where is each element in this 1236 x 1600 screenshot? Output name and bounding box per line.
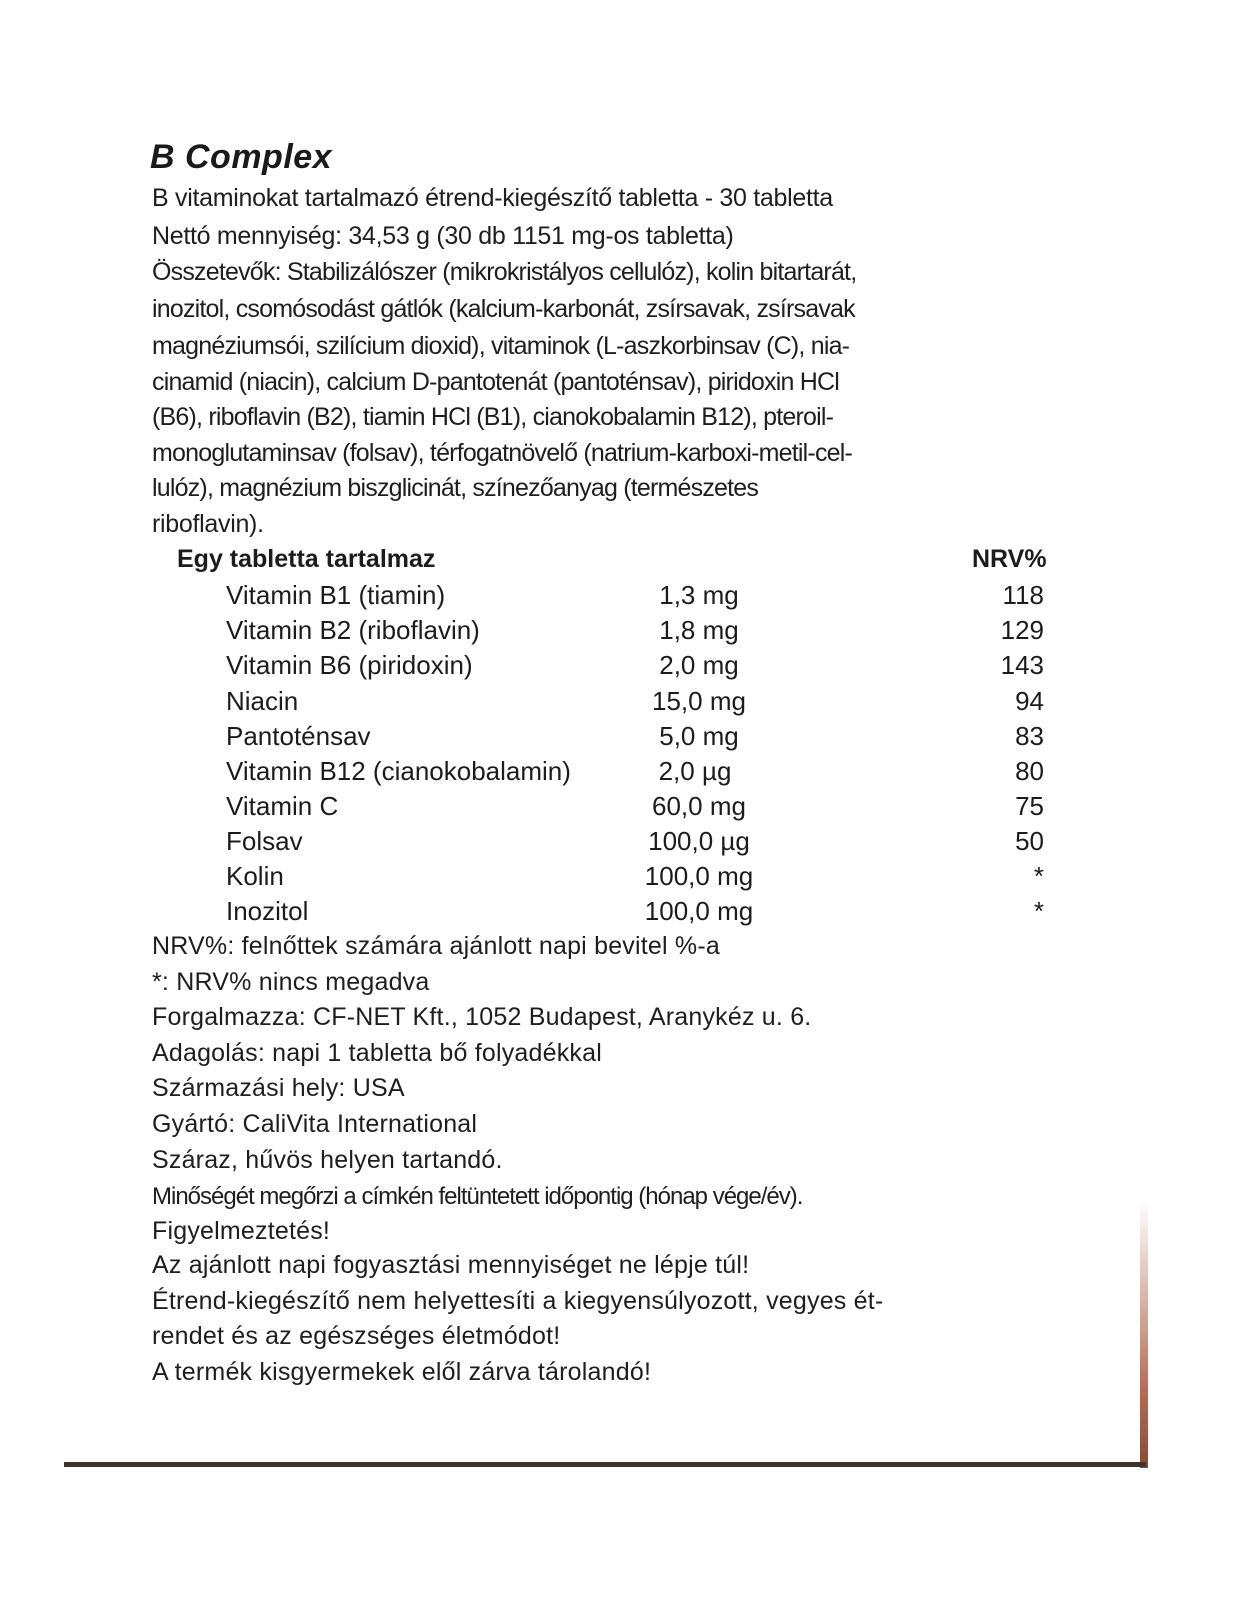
footer-line: Adagolás: napi 1 tabletta bő folyadékkal (152, 1039, 602, 1067)
table-row (0, 721, 1236, 755)
table-row (0, 791, 1236, 825)
nutrient-name: Kolin (226, 861, 284, 891)
nutrient-name: Vitamin B1 (tiamin) (226, 580, 446, 610)
nutrient-amount: 100,0 µg (648, 826, 750, 856)
product-title: B Complex (150, 138, 333, 176)
nutrient-name: Vitamin B2 (riboflavin) (226, 615, 480, 645)
footer-line: Az ajánlott napi fogyasztási mennyiséget ne lépje túl! (152, 1251, 750, 1279)
description-line: lulóz), magnézium biszglicinát, színezőanyag (természetes (152, 474, 759, 502)
description-line: B vitaminokat tartalmazó étrend-kiegészítő tabletta - 30 tabletta (152, 184, 833, 212)
nutrient-nrv: 83 (1015, 721, 1044, 751)
nutrient-amount: 1,8 mg (659, 615, 739, 645)
nutrient-amount: 60,0 mg (652, 791, 746, 821)
nutrient-name: Folsav (226, 826, 303, 856)
description-line: cinamid (niacin), calcium D-pantotenát (pantoténsav), piridoxin HCl (152, 368, 840, 396)
footer-line: Gyártó: CaliVita International (152, 1110, 478, 1138)
nutrient-nrv: 143 (1000, 650, 1044, 680)
footer-line: A termék kisgyermekek elől zárva tárolandó! (152, 1358, 652, 1386)
table-header-label: Egy tabletta tartalmaz (177, 545, 436, 573)
label-right-edge (1140, 1200, 1148, 1468)
description-line: monoglutaminsav (folsav), térfogatnövelő (natrium-karboxi-metil-cel- (152, 439, 853, 467)
nutrient-nrv: 50 (1015, 826, 1044, 856)
footer-line: rendet és az egészséges életmódot! (152, 1322, 561, 1350)
footer-line: Forgalmazza: CF-NET Kft., 1052 Budapest, Aranykéz u. 6. (152, 1003, 812, 1031)
table-row (0, 615, 1236, 649)
table-row (0, 756, 1236, 790)
nutrient-nrv: 129 (1000, 615, 1044, 645)
description-line: magnéziumsói, szilícium dioxid), vitaminok (L-aszkorbinsav (C), nia- (152, 332, 850, 360)
nutrient-amount: 2,0 µg (658, 756, 732, 786)
description-line: riboflavin). (152, 510, 264, 538)
bottom-rule (64, 1462, 1146, 1467)
nutrient-amount: 15,0 mg (652, 686, 746, 716)
nutrient-nrv: * (1033, 861, 1044, 891)
nutrient-nrv: 94 (1015, 686, 1044, 716)
table-row (0, 650, 1236, 684)
table-row (0, 826, 1236, 860)
description-line: (B6), riboflavin (B2), tiamin HCl (B1), cianokobalamin B12), pteroil- (152, 403, 834, 431)
nutrient-nrv: 75 (1015, 791, 1044, 821)
nutrient-name: Niacin (226, 686, 299, 716)
nutrient-name: Vitamin C (226, 791, 339, 821)
table-row (0, 861, 1236, 895)
nutrient-nrv: 118 (1002, 580, 1044, 610)
nutrient-nrv: * (1033, 896, 1044, 926)
nutrient-name: Inozitol (226, 896, 309, 926)
description-line: Összetevők: Stabilizálószer (mikrokristályos cellulóz), kolin bitartarát, (152, 258, 857, 286)
description-line: Nettó mennyiség: 34,53 g (30 db 1151 mg-os tabletta) (152, 222, 734, 250)
footer-line: Száraz, hűvös helyen tartandó. (152, 1146, 503, 1174)
table-row (0, 580, 1236, 614)
table-row (0, 896, 1236, 930)
footer-line: Minőségét megőrzi a címkén feltüntetett időpontig (hónap vége/év). (152, 1183, 803, 1210)
nutrient-amount: 100,0 mg (644, 861, 754, 891)
description-line: inozitol, csomósodást gátlók (kalcium-karbonát, zsírsavak, zsírsavak (152, 295, 855, 323)
footer-line: NRV%: felnőttek számára ajánlott napi bevitel %-a (152, 932, 720, 960)
footer-line: Étrend-kiegészítő nem helyettesíti a kiegyensúlyozott, vegyes ét- (152, 1287, 884, 1315)
table-header-nrv: NRV% (972, 545, 1047, 573)
nutrient-amount: 1,3 mg (659, 580, 739, 610)
nutrient-amount: 2,0 mg (659, 650, 739, 680)
nutrient-name: Pantoténsav (226, 721, 371, 751)
nutrient-amount: 5,0 mg (659, 721, 739, 751)
nutrient-name: Vitamin B6 (piridoxin) (226, 650, 473, 680)
warning-heading: Figyelmeztetés! (152, 1217, 331, 1245)
nutrient-name: Vitamin B12 (cianokobalamin) (226, 756, 571, 786)
table-row (0, 686, 1236, 720)
footer-line: *: NRV% nincs megadva (152, 968, 430, 996)
footer-line: Származási hely: USA (152, 1074, 405, 1102)
nutrient-amount: 100,0 mg (644, 896, 754, 926)
nutrient-nrv: 80 (1015, 756, 1044, 786)
